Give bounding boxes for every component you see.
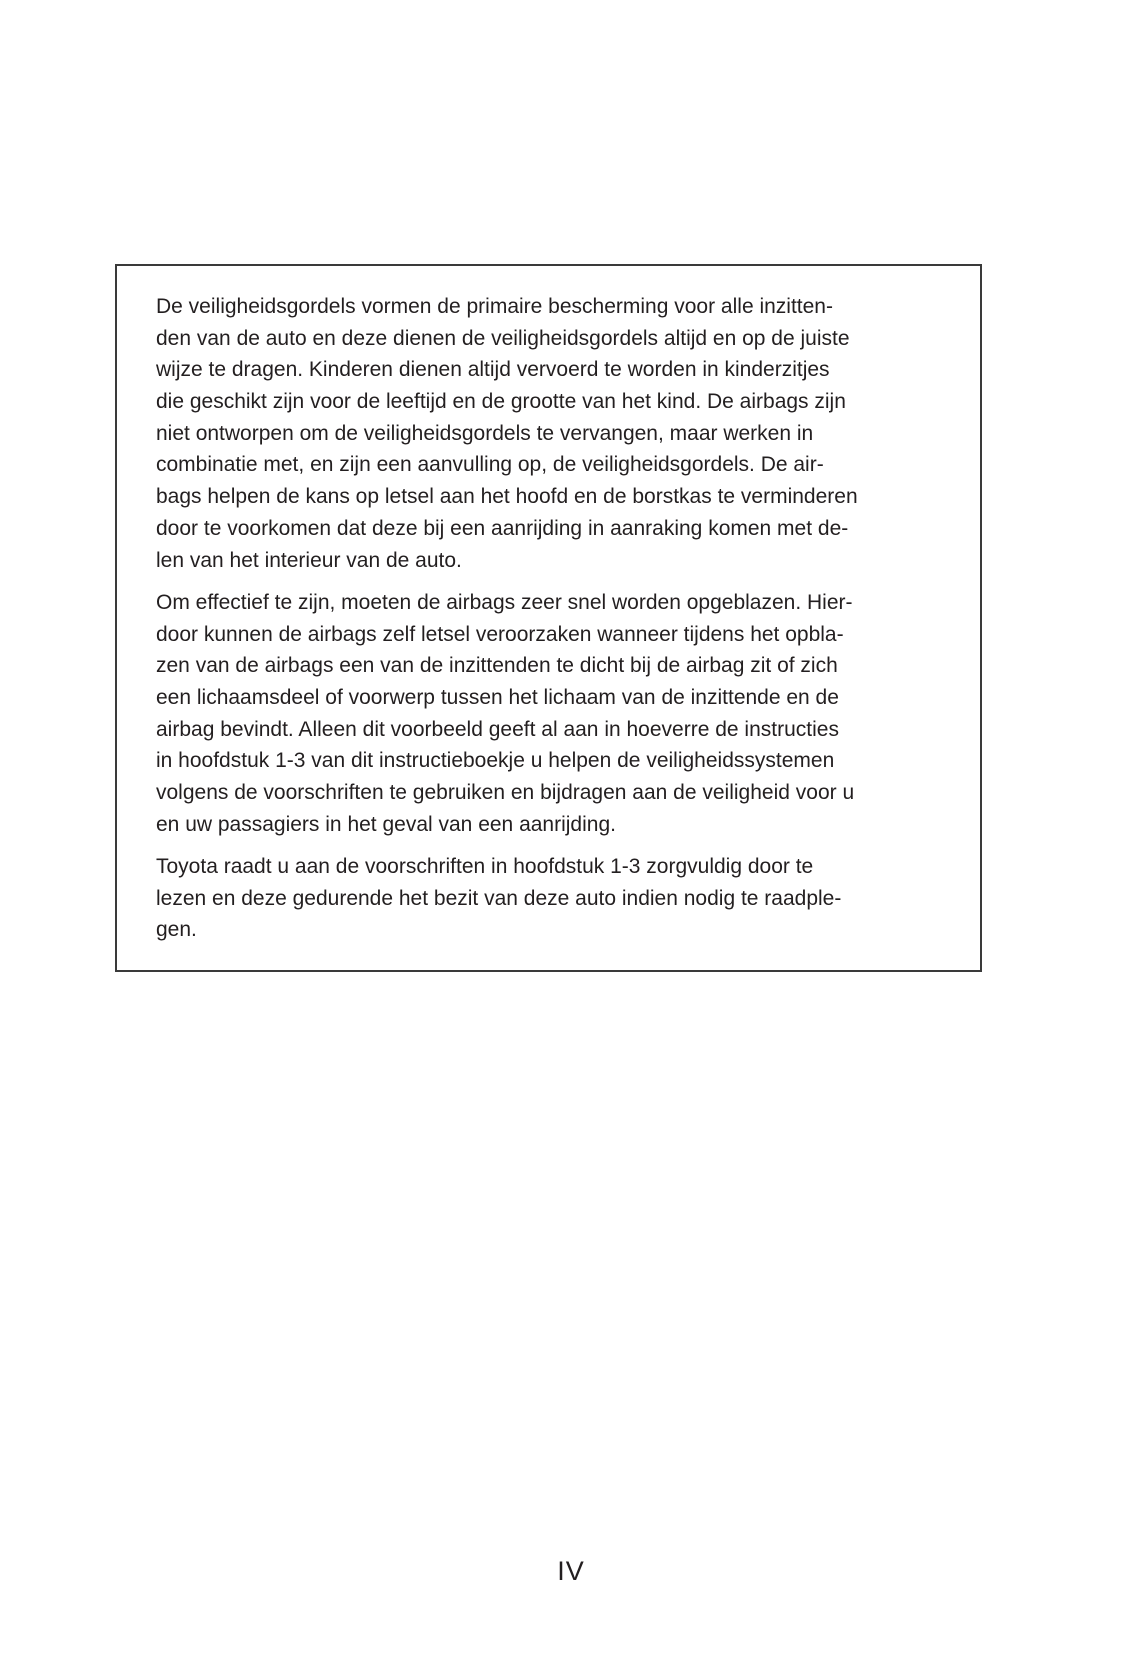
paragraph-1 (156, 291, 946, 576)
paragraph-line: een lichaamsdeel of voorwerp tussen het lichaam van de inzittende en de (156, 686, 839, 710)
paragraph-line: gen. (156, 918, 197, 942)
paragraph-line: combinatie met, en zijn een aanvulling op, de veiligheidsgordels. De air- (156, 453, 824, 477)
paragraph-line: Om effectief te zijn, moeten de airbags zeer snel worden opgeblazen. Hier- (156, 591, 853, 614)
paragraph-line: airbag bevindt. Alleen dit voorbeeld geeft al aan in hoeverre de instructies (156, 717, 839, 741)
paragraph-line: bags helpen de kans op letsel aan het hoofd en de borstkas te verminderen (156, 485, 858, 509)
paragraph-line: door te voorkomen dat deze bij een aanrijding in aanraking komen met de- (156, 516, 849, 540)
paragraph-line: die geschikt zijn voor de leeftijd en de grootte van het kind. De airbags zijn (156, 390, 846, 414)
paragraph-line: door kunnen de airbags zelf letsel veroorzaken wanneer tijdens het opbla- (156, 622, 844, 646)
paragraph-line: zen van de airbags een van de inzittenden te dicht bij de airbag zit of zich (156, 654, 838, 678)
paragraph-line: in hoofdstuk 1-3 van dit instructieboekje u helpen de veiligheidssystemen (156, 749, 835, 773)
paragraph-2 (156, 587, 946, 841)
paragraph-line: en uw passagiers in het geval van een aanrijding. (156, 812, 616, 836)
paragraph-line: niet ontworpen om de veiligheidsgordels te vervangen, maar werken in (156, 421, 814, 445)
paragraph-line: wijze te dragen. Kinderen dienen altijd vervoerd te worden in kinderzitjes (156, 358, 830, 382)
paragraph-line: Toyota raadt u aan de voorschriften in hoofdstuk 1-3 zorgvuldig door te (156, 855, 814, 878)
paragraph-line: den van de auto en deze dienen de veiligheidsgordels altijd en op de juiste (156, 326, 850, 350)
paragraph-3 (156, 851, 946, 946)
paragraph-line: volgens de voorschriften te gebruiken en bijdragen aan de veiligheid voor u (156, 781, 855, 805)
paragraph-line: len van het interieur van de auto. (156, 548, 462, 572)
page-number: IV (557, 1556, 585, 1586)
paragraph-line: De veiligheidsgordels vormen de primaire bescherming voor alle inzitten- (156, 295, 833, 318)
paragraph-line: lezen en deze gedurende het bezit van deze auto indien nodig te raadple- (156, 886, 842, 910)
